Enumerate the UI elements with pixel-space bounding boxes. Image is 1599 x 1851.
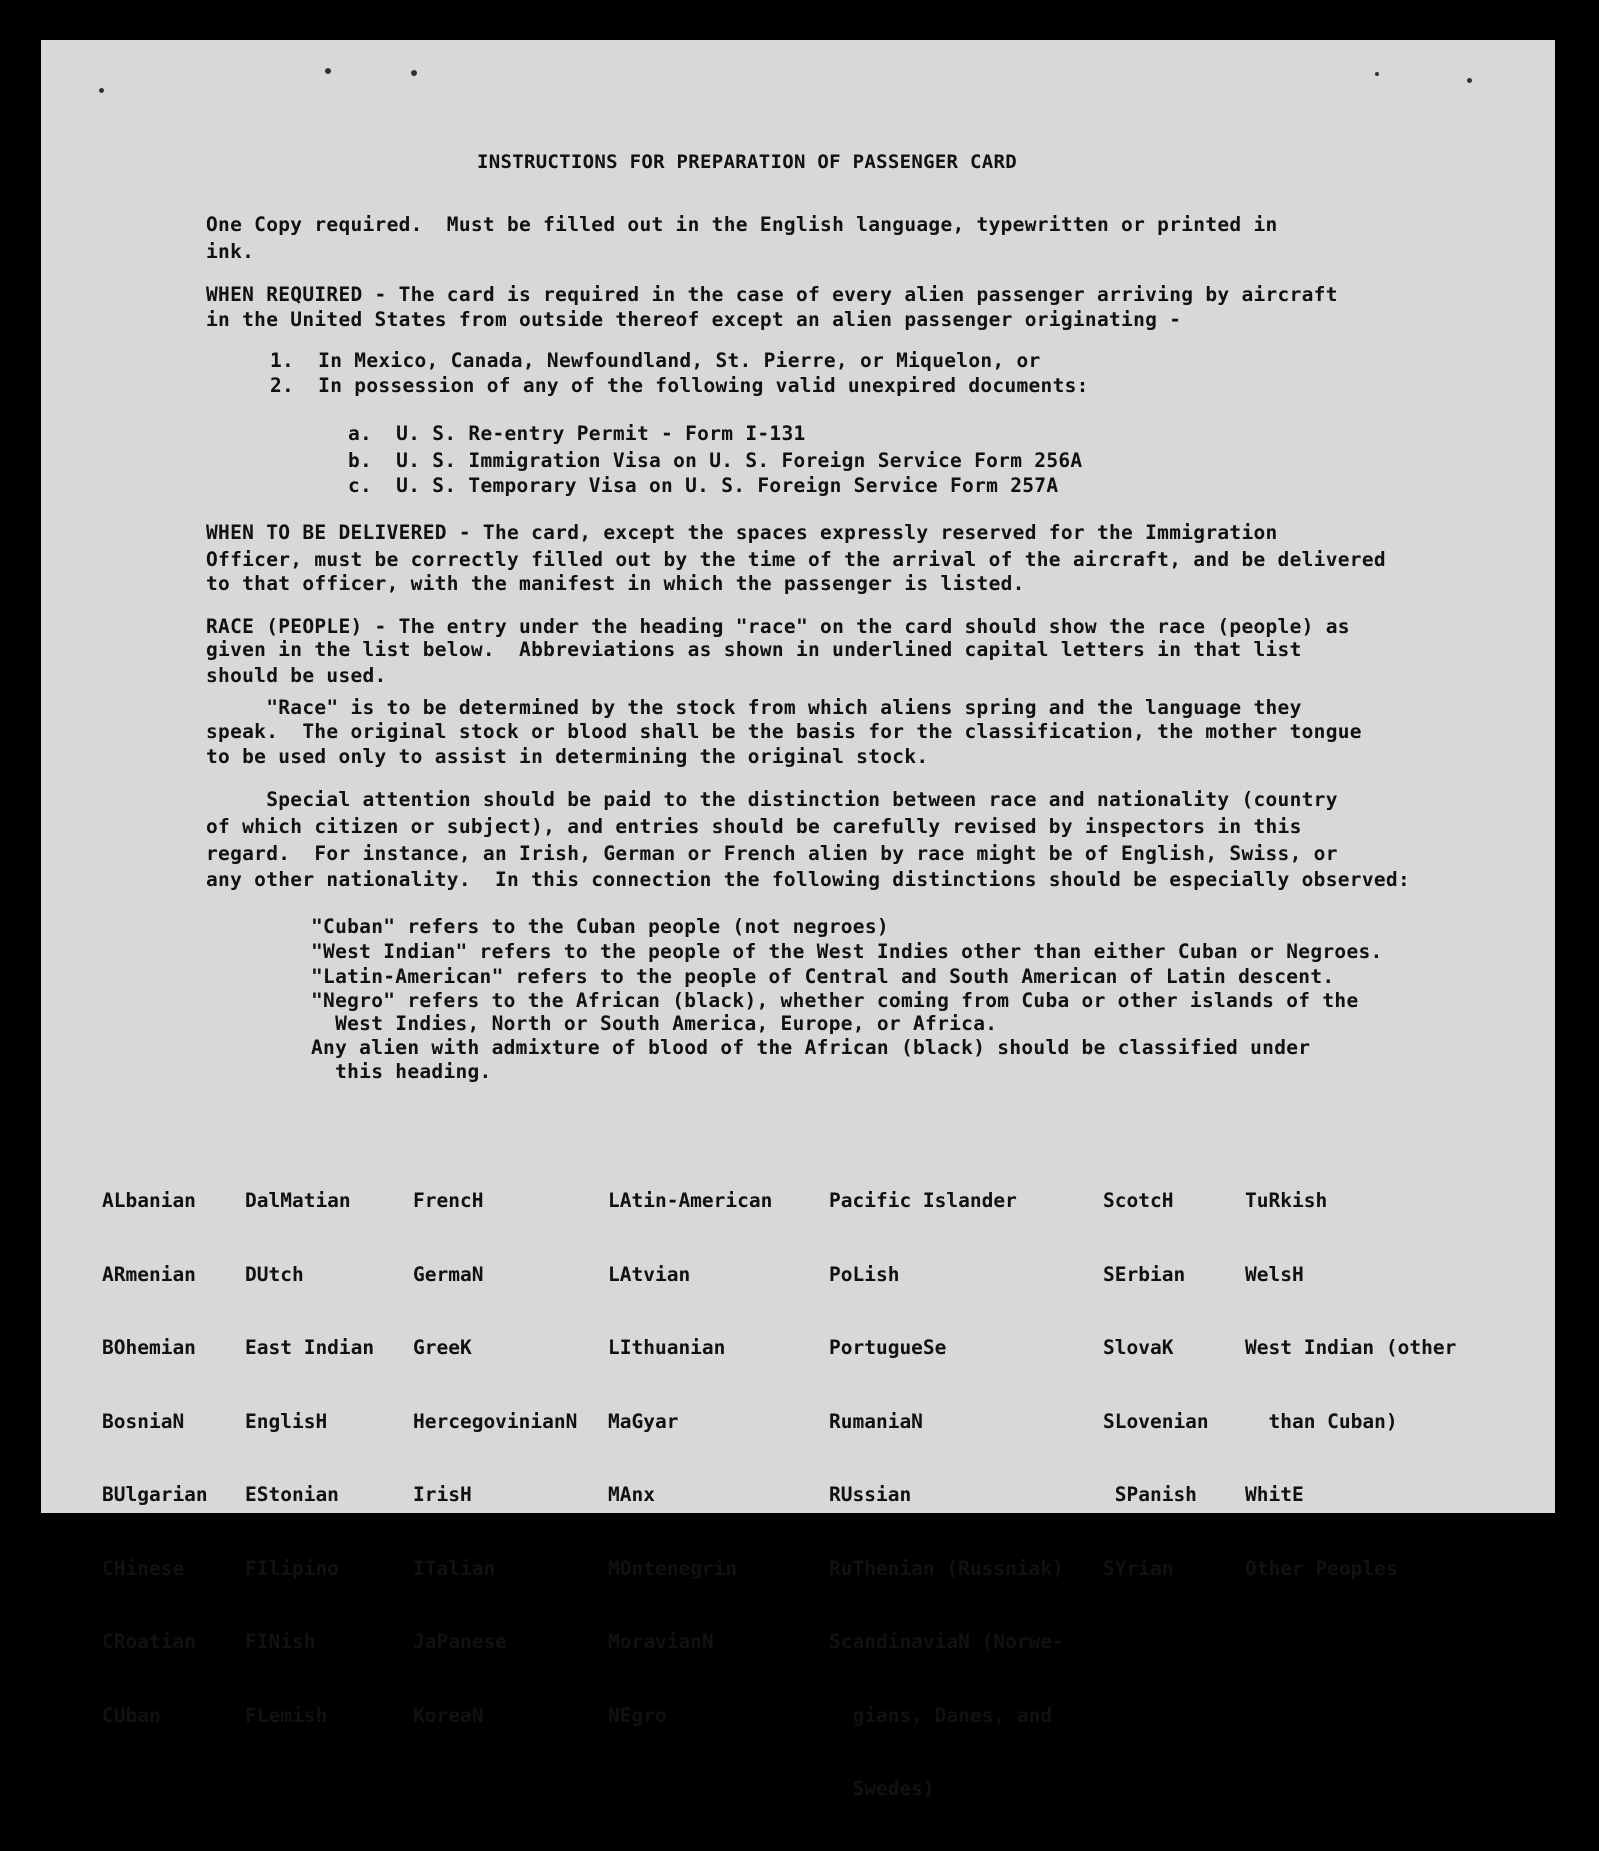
race-column-2 bbox=[245, 1140, 374, 1777]
para5-line2: speak. The original stock or blood shall be the basis for the classification, the mother tongue bbox=[206, 720, 1362, 743]
race-entry: SLovenian bbox=[1103, 1409, 1209, 1433]
race-column-3 bbox=[413, 1140, 577, 1777]
race-entry: MoravianN bbox=[608, 1630, 714, 1653]
race-entry: ARmenian bbox=[102, 1262, 196, 1286]
race-entry: SYrian bbox=[1103, 1556, 1174, 1580]
para5-line1: "Race" is to be determined by the stock from which aliens spring and the language they bbox=[206, 696, 1302, 719]
distinction-line: West Indies, North or South America, Europe, or Africa. bbox=[311, 1012, 998, 1035]
race-entry: East Indian bbox=[245, 1336, 375, 1359]
race-entry: Pacific Islander bbox=[829, 1189, 1017, 1212]
distinction-line: this heading. bbox=[311, 1060, 492, 1083]
race-entry: RuThenian (Russniak) bbox=[829, 1556, 1064, 1580]
race-entry: DUtch bbox=[245, 1262, 304, 1286]
race-column-4 bbox=[608, 1140, 772, 1777]
race-entry: WelsH bbox=[1245, 1262, 1304, 1286]
race-entry: Other Peoples bbox=[1245, 1556, 1398, 1580]
document-page bbox=[41, 40, 1555, 1800]
race-entry: BosniaN bbox=[102, 1409, 185, 1433]
para2-line2: in the United States from outside thereof except an alien passenger originating - bbox=[206, 308, 1182, 331]
speck bbox=[1375, 72, 1379, 76]
race-entry: KoreaN bbox=[413, 1703, 484, 1727]
race-entry: FrencH bbox=[413, 1189, 484, 1212]
para1-line2: ink. bbox=[206, 240, 255, 263]
race-entry: MOntenegrin bbox=[608, 1556, 738, 1580]
para2-line1: WHEN REQUIRED - The card is required in the case of every alien passenger arriving by aircraft bbox=[206, 283, 1338, 306]
race-entry: CHinese bbox=[102, 1556, 185, 1580]
speck bbox=[325, 68, 331, 74]
speck bbox=[1467, 78, 1472, 83]
race-column-6 bbox=[1103, 1140, 1209, 1630]
page-title: INSTRUCTIONS FOR PREPARATION OF PASSENGER CARD bbox=[477, 151, 1017, 173]
race-entry: ScotcH bbox=[1103, 1189, 1174, 1212]
para4-line2: given in the list below. Abbreviations as shown in underlined capital letters in that list bbox=[206, 638, 1302, 661]
distinction-line: Any alien with admixture of blood of the African (black) should be classified under bbox=[311, 1036, 1311, 1059]
race-column-7 bbox=[1245, 1140, 1456, 1630]
race-entry: SPanish bbox=[1103, 1483, 1197, 1506]
race-entry: LIthuanian bbox=[608, 1336, 726, 1359]
race-entry: TuRkish bbox=[1245, 1189, 1328, 1212]
race-entry: PortugueSe bbox=[829, 1336, 947, 1359]
list2-item-a: a. U. S. Re-entry Permit - Form I-131 bbox=[348, 422, 806, 445]
list1-item1: 1. In Mexico, Canada, Newfoundland, St. Pierre, or Miquelon, or bbox=[270, 349, 1041, 372]
race-entry: gians, Danes, and bbox=[829, 1703, 1053, 1727]
race-entry: MAnx bbox=[608, 1483, 655, 1506]
para3-line1: WHEN TO BE DELIVERED - The card, except the spaces expressly reserved for the Immigration bbox=[206, 521, 1278, 544]
race-entry: DalMatian bbox=[245, 1189, 351, 1212]
race-entry: BUlgarian bbox=[102, 1483, 208, 1506]
speck bbox=[411, 70, 417, 76]
para6-line1: Special attention should be paid to the distinction between race and nationality (country bbox=[206, 788, 1338, 811]
race-entry: than Cuban) bbox=[1245, 1409, 1398, 1433]
para3-line2: Officer, must be correctly filled out by the time of the arrival of the aircraft, and be delivered bbox=[206, 548, 1386, 571]
race-entry: FIlipino bbox=[245, 1556, 339, 1580]
race-entry: Swedes) bbox=[829, 1777, 935, 1800]
speck bbox=[99, 88, 104, 93]
race-column-1 bbox=[102, 1140, 208, 1777]
distinction-line: "Negro" refers to the African (black), whether coming from Cuba or other islands of the bbox=[311, 989, 1359, 1012]
distinction-line: "West Indian" refers to the people of the West Indies other than either Cuban or Negroes. bbox=[311, 940, 1383, 963]
race-entry: WhitE bbox=[1245, 1483, 1304, 1506]
race-entry: RUssian bbox=[829, 1483, 912, 1506]
race-entry: MaGyar bbox=[608, 1409, 679, 1433]
race-entry: ScandinaviaN (Norwe- bbox=[829, 1630, 1064, 1653]
race-entry: EnglisH bbox=[245, 1409, 328, 1433]
para3-line3: to that officer, with the manifest in which the passenger is listed. bbox=[206, 572, 1025, 595]
race-entry: LAtin-American bbox=[608, 1189, 773, 1212]
race-entry: SlovaK bbox=[1103, 1336, 1174, 1359]
race-entry: CUban bbox=[102, 1703, 161, 1727]
race-entry: HercegovinianN bbox=[413, 1409, 578, 1433]
race-entry: IrisH bbox=[413, 1483, 472, 1506]
para4-line3: should be used. bbox=[206, 664, 387, 687]
race-entry: NEgro bbox=[608, 1703, 667, 1727]
para6-line4: any other nationality. In this connection the following distinctions should be especially observed: bbox=[206, 868, 1410, 891]
distinction-line: "Cuban" refers to the Cuban people (not negroes) bbox=[311, 915, 889, 938]
para6-line3: regard. For instance, an Irish, German or French alien by race might be of English, Swiss, or bbox=[206, 842, 1338, 865]
race-entry: RumaniaN bbox=[829, 1409, 923, 1433]
race-entry: West Indian (other bbox=[1245, 1336, 1457, 1359]
list2-item-c: c. U. S. Temporary Visa on U. S. Foreign Service Form 257A bbox=[348, 474, 1059, 497]
race-entry: PoLish bbox=[829, 1262, 900, 1286]
race-entry: BOhemian bbox=[102, 1336, 196, 1359]
list1-item2: 2. In possession of any of the following valid unexpired documents: bbox=[270, 374, 1089, 397]
race-entry: JaPanese bbox=[413, 1630, 507, 1653]
para4-line1: RACE (PEOPLE) - The entry under the heading "race" on the card should show the race (people) as bbox=[206, 615, 1350, 638]
race-entry: EStonian bbox=[245, 1483, 339, 1506]
race-entry: CRoatian bbox=[102, 1630, 196, 1653]
race-entry: ITalian bbox=[413, 1556, 496, 1580]
para1-line1: One Copy required. Must be filled out in the English language, typewritten or printed in bbox=[206, 213, 1278, 236]
race-column-5 bbox=[829, 1140, 1064, 1851]
race-entry: SErbian bbox=[1103, 1262, 1186, 1286]
para6-line2: of which citizen or subject), and entries should be carefully revised by inspectors in this bbox=[206, 815, 1302, 838]
race-entry: LAtvian bbox=[608, 1262, 691, 1286]
race-entry: GermaN bbox=[413, 1262, 484, 1286]
race-entry: ALbanian bbox=[102, 1189, 196, 1212]
race-entry: FINish bbox=[245, 1630, 316, 1653]
list2-item-b: b. U. S. Immigration Visa on U. S. Foreign Service Form 256A bbox=[348, 449, 1083, 472]
race-entry: FLemish bbox=[245, 1703, 328, 1727]
race-entry: GreeK bbox=[413, 1336, 472, 1359]
distinction-line: "Latin-American" refers to the people of Central and South American of Latin descent. bbox=[311, 965, 1335, 988]
para5-line3: to be used only to assist in determining the original stock. bbox=[206, 745, 929, 768]
